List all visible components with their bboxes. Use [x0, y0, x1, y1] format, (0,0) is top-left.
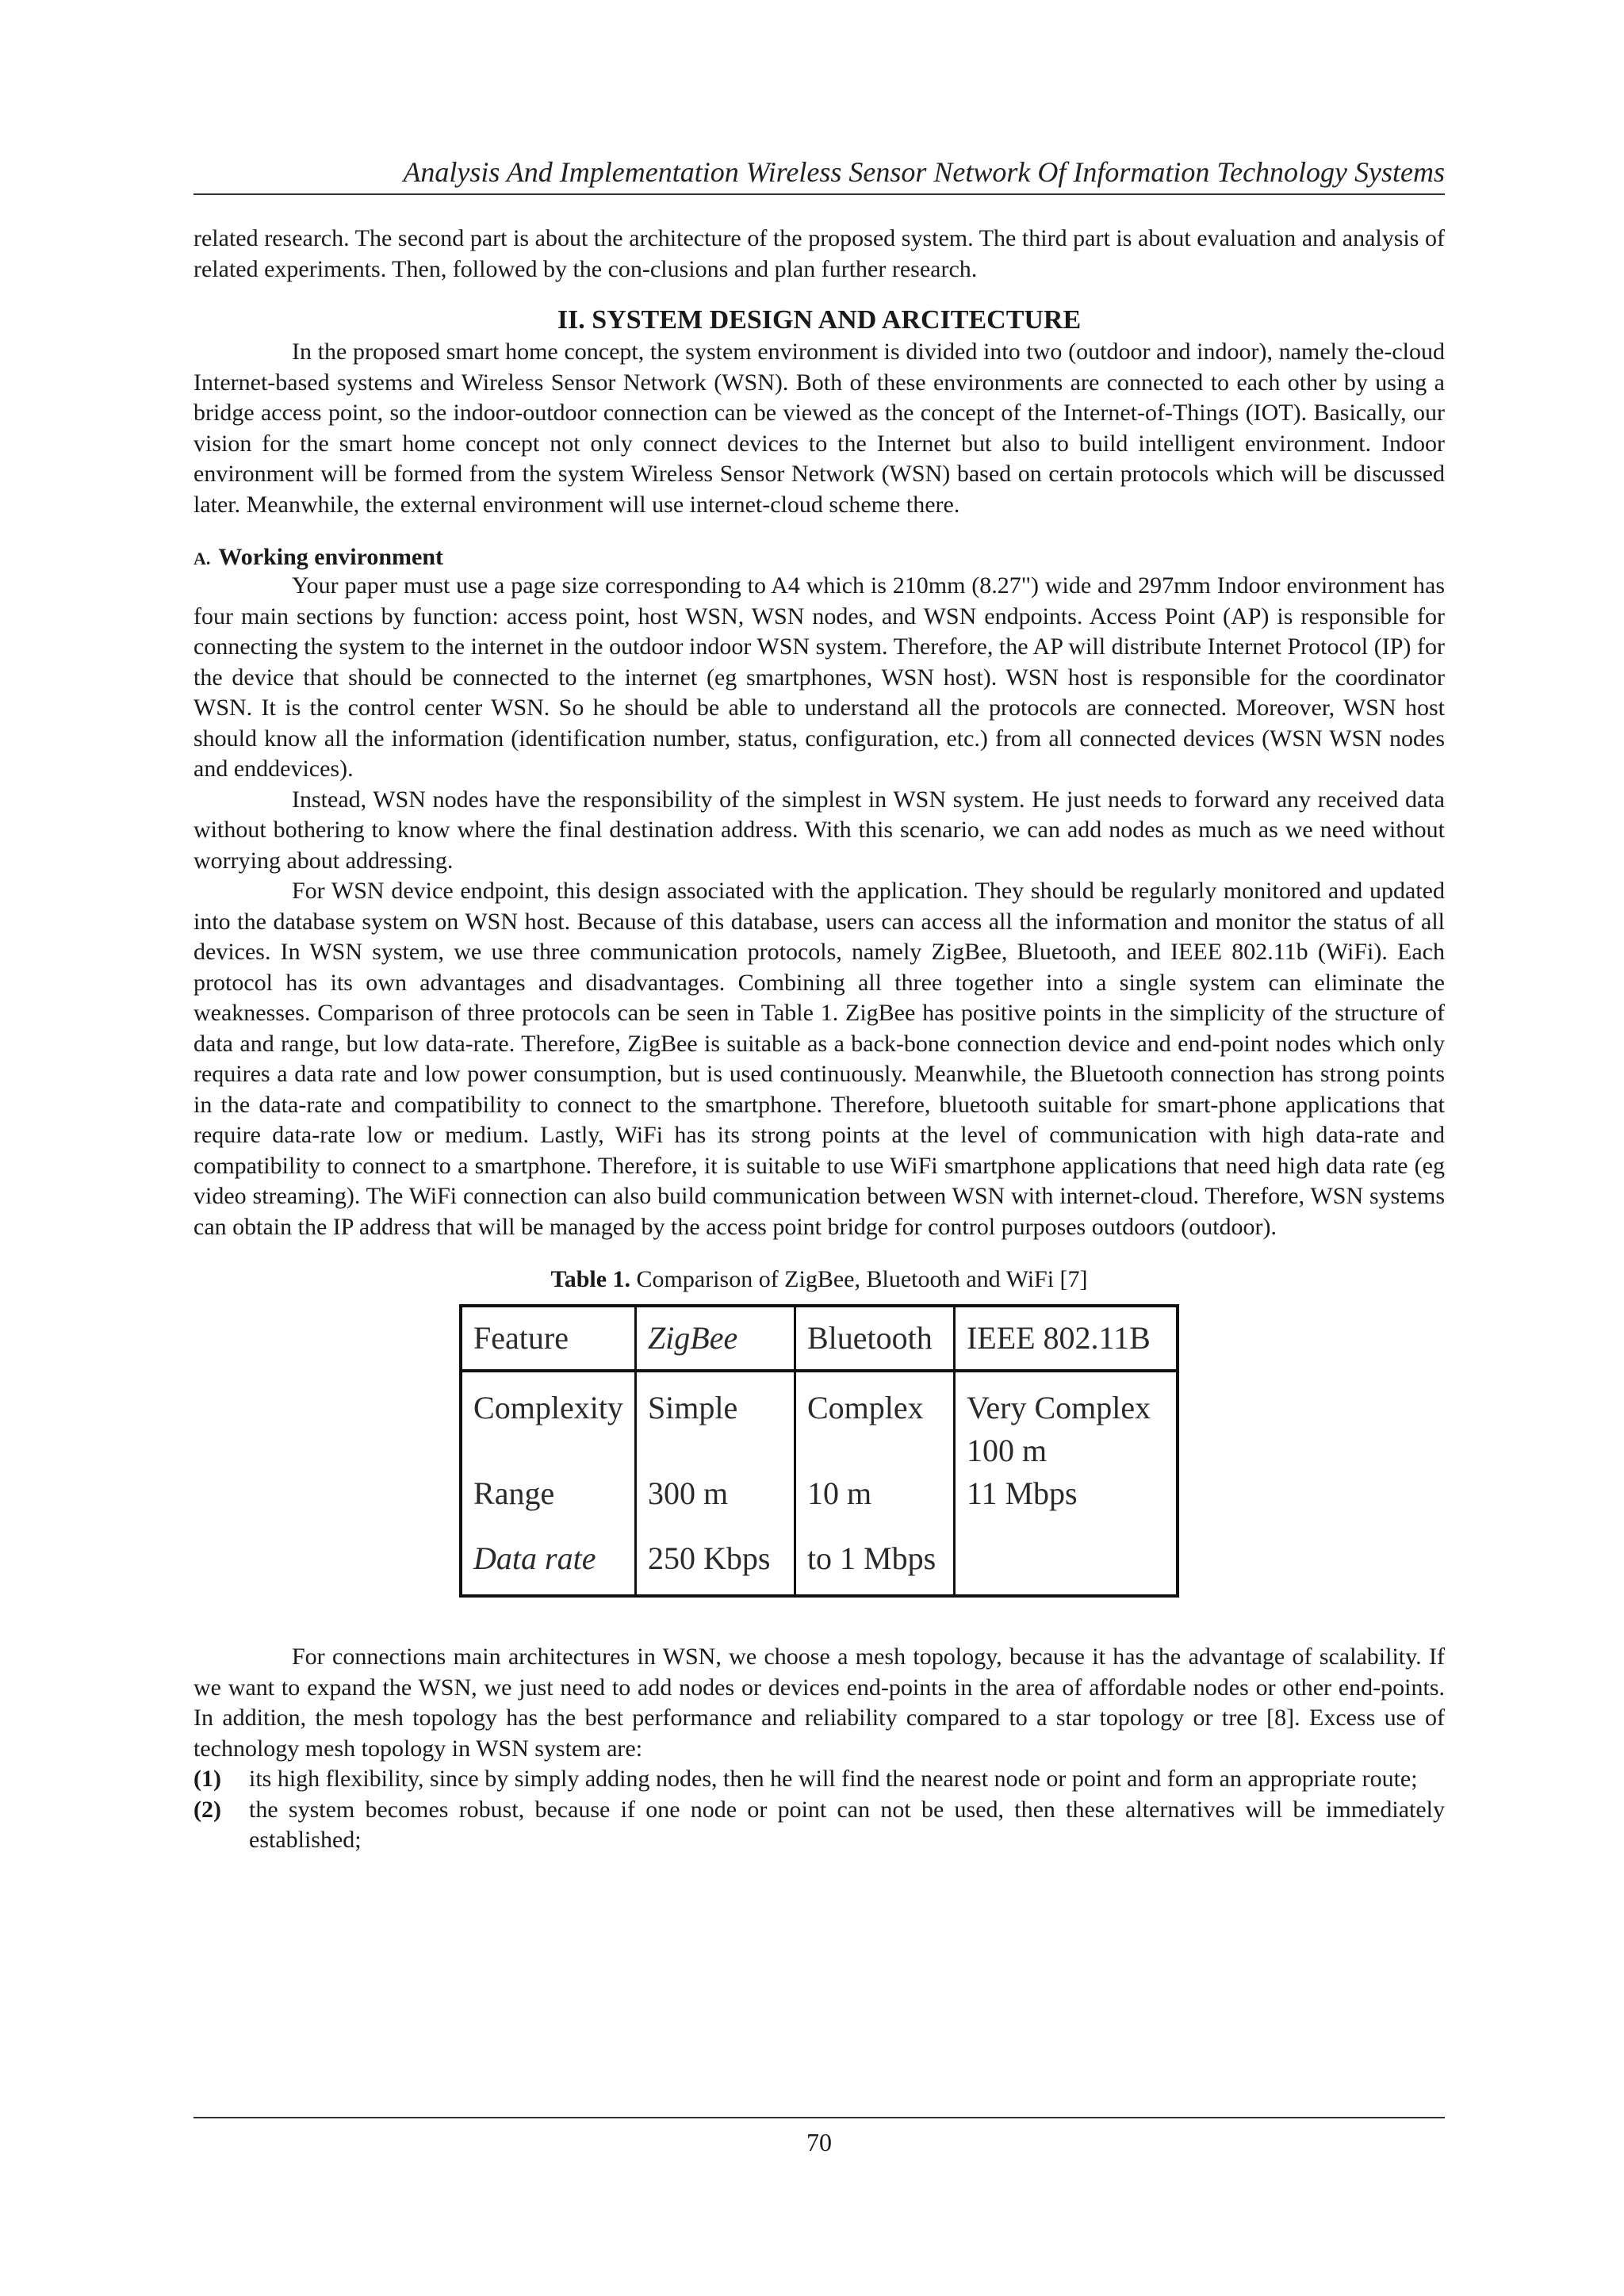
table-cell: 250 Kbps — [647, 1540, 771, 1576]
table-column-wifi — [954, 1371, 1178, 1596]
header-rule — [193, 193, 1445, 195]
table-cell: 10 m — [806, 1475, 872, 1511]
subsection-letter: A. — [193, 549, 211, 568]
table-header-row — [461, 1306, 1178, 1371]
running-header: Analysis And Implementation Wireless Sensor Network Of Information Technology Systems — [403, 156, 1445, 188]
table-caption-text: Comparison of ZigBee, Bluetooth and WiFi [7] — [636, 1266, 1088, 1292]
comparison-table — [459, 1304, 1179, 1598]
table-header-cell: Feature — [461, 1306, 635, 1371]
table-cell: 11 Mbps — [966, 1475, 1078, 1511]
subsection-title: Working environment — [218, 544, 444, 570]
footer-rule — [193, 2117, 1445, 2118]
table-header-cell: Bluetooth — [795, 1306, 954, 1371]
table-cell: 300 m — [647, 1475, 729, 1511]
table-column-zigbee — [635, 1371, 795, 1596]
topology-paragraph: For connections main architectures in WSN, we choose a mesh topology, because it has the advantage of scalability. If we want to expand the WSN, we just need to add nodes or devices end-points in the area of affordable nodes or other end-points. In addition, the mesh topology has the best performance and reliability compared to a star topology or tree [8]. Excess use of technology mesh topology in WSN system are: — [193, 1644, 1445, 1762]
table-header-cell: ZigBee — [635, 1306, 795, 1371]
list-item — [193, 1795, 1445, 1856]
paper-page — [193, 0, 1445, 2296]
list-item-number: (2) — [193, 1796, 221, 1823]
section-title: II. SYSTEM DESIGN AND ARCITECTURE — [557, 305, 1082, 335]
list-item-number: (1) — [193, 1766, 221, 1792]
subsection-paragraph-1: Your paper must use a page size corresponding to A4 which is 210mm (8.27") wide and 297mm Indoor environment has four main sections by function: access point, host WSN, WSN nodes, and WSN endpoints. Access Point (AP) is responsible for connecting the system to the internet in the outdoor indoor WSN system. Therefore, the AP will distribute Internet Protocol (IP) for the device that should be connected to the internet (eg smartphones, WSN host). WSN host is responsible for the coordinator WSN. It is the control center WSN. So he should be able to understand all the protocols are connected. Moreover, WSN host should know all the information (identification number, status, configuration, etc.) from all connected devices (WSN WSN nodes and enddevices). — [193, 572, 1445, 782]
table-header-cell: IEEE 802.11B — [954, 1306, 1178, 1371]
list-item — [193, 1764, 1445, 1795]
table-caption-label: Table 1. — [550, 1266, 631, 1292]
subsection-paragraph-2: Instead, WSN nodes have the responsibility of the simplest in WSN system. He just needs to forward any received data without bothering to know where the final destination address. With this scenario, we can add nodes as much as we need without worrying about addressing. — [193, 786, 1445, 874]
list-item-text: its high flexibility, since by simply adding nodes, then he will find the nearest node or point and form an appropriate route; — [249, 1766, 1418, 1792]
table-cell: Simple — [647, 1390, 738, 1425]
subsection-paragraph-3: For WSN device endpoint, this design associated with the application. They should be regularly monitored and updated into the database system on WSN host. Because of this database, users can access all the information and monitor the status of all devices. In WSN system, we use three communication protocols, namely ZigBee, Bluetooth, and IEEE 802.11b (WiFi). Each protocol has its own advantages and disadvantages. Combining all three together into a single system can eliminate the weaknesses. Comparison of three protocols can be seen in Table 1. ZigBee has positive points in the simplicity of the structure of data and range, but low data-rate. Therefore, ZigBee is suitable as a back-bone connection device and end-point nodes which only requires a data rate and low power consumption, but is used continuously. Meanwhile, the Bluetooth connection has strong points in the data-rate and compatibility to connect to the smartphone. Therefore, bluetooth suitable for smart-phone applications that require data-rate low or medium. Lastly, WiFi has its strong points at the level of communication with high data-rate and compatibility to connect to a smartphone. Therefore, it is suitable to use WiFi smartphone applications that need high data rate (eg video streaming). The WiFi connection can also build communication between WSN with internet-cloud. Therefore, WSN systems can obtain the IP address that will be managed by the access point bridge for control purposes outdoors (outdoor). — [193, 878, 1445, 1240]
table-cell: Complexity — [473, 1390, 623, 1425]
table-cell: Data rate — [473, 1540, 596, 1576]
advantages-list — [193, 1764, 1445, 1856]
table-column-bluetooth — [795, 1371, 954, 1596]
table-cell: Complex — [806, 1390, 924, 1425]
section-paragraph: In the proposed smart home concept, the system environment is divided into two (outdoor and indoor), namely the-cloud Internet-based systems and Wireless Sensor Network (WSN). Both of these environments are connected to each other by using a bridge access point, so the indoor-outdoor connection can be viewed as the concept of the Internet-of-Things (IOT). Basically, our vision for the smart home concept not only connect devices to the Internet but also to build intelligent environment. Indoor environment will be formed from the system Wireless Sensor Network (WSN) based on certain protocols which will be discussed later. Meanwhile, the external environment will use internet-cloud scheme there. — [193, 339, 1445, 518]
table-cell: Very Complex — [966, 1390, 1151, 1425]
table-body-row — [461, 1371, 1178, 1596]
table-caption — [193, 1266, 1445, 1293]
table-cell: to 1 Mbps — [806, 1540, 936, 1576]
table-wrapper — [193, 1304, 1445, 1598]
body-text — [193, 224, 1445, 1856]
subsection-heading — [193, 544, 1445, 571]
table-column-feature — [461, 1371, 635, 1596]
page-number: 70 — [806, 2128, 832, 2156]
table-cell: 100 m — [966, 1433, 1048, 1468]
intro-paragraph: related research. The second part is about the architecture of the proposed system. The third part is about evaluation and analysis of related experiments. Then, followed by the con-clusions and plan further research. — [193, 225, 1445, 282]
table-cell: Range — [473, 1475, 555, 1511]
list-item-text: the system becomes robust, because if one node or point can not be used, then these alternatives will be immediately established; — [249, 1796, 1445, 1853]
